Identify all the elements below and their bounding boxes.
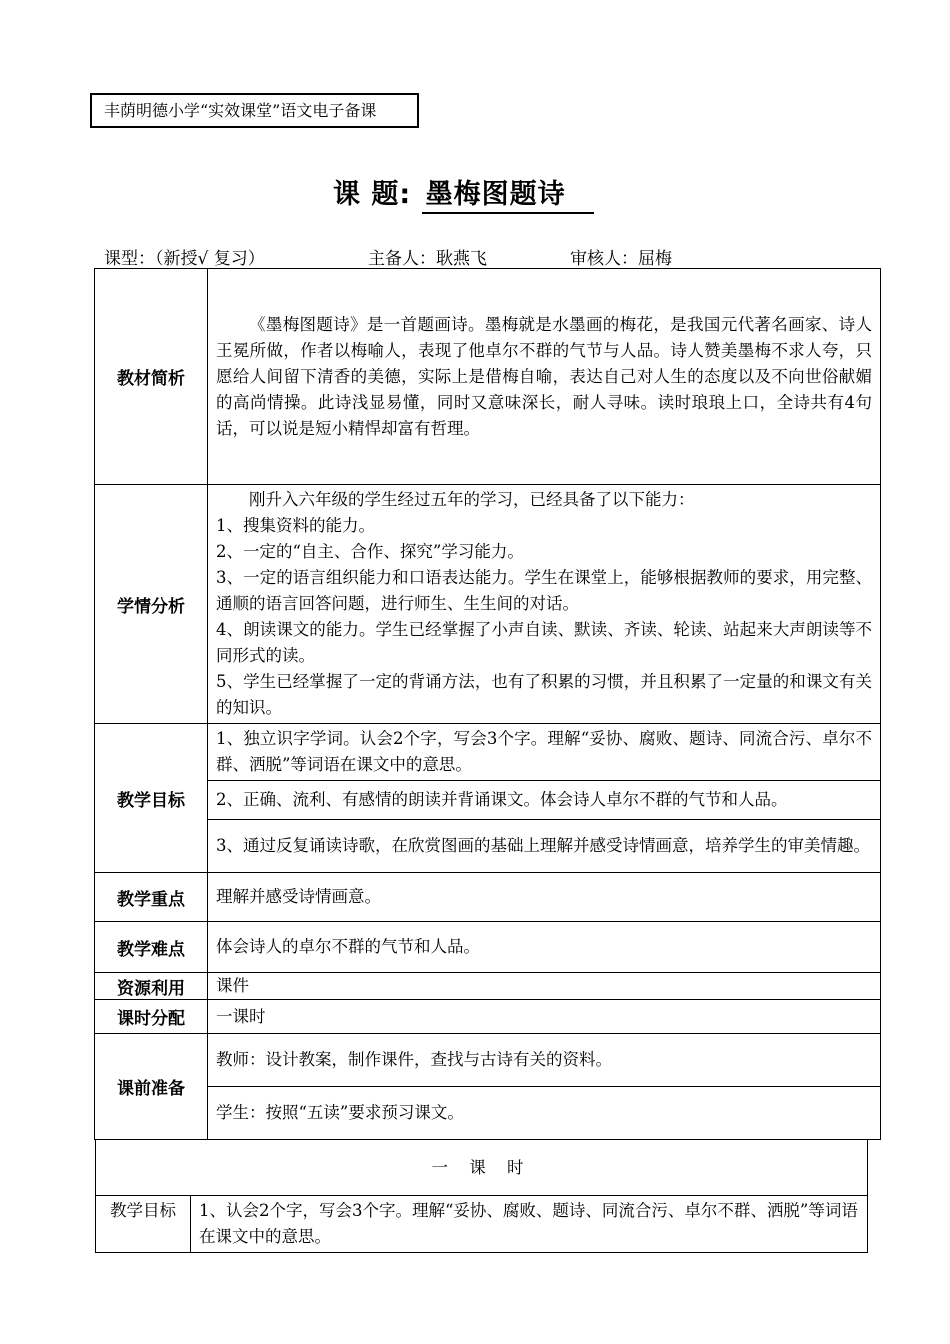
row-label: 教学重点 [95,873,208,922]
hours-text: 一课时 [208,1000,881,1034]
lesson-type: 课型：（新授√ 复习） [104,249,265,269]
table-row [95,873,881,922]
table-row [96,1140,868,1196]
student-analysis-cell [208,485,881,724]
title-topic: 墨梅图题诗 [422,178,594,214]
lesson-detail-table [95,1139,868,1253]
lesson-caption: 一 课 时 [96,1140,868,1196]
goal-item: 3、通过反复诵读诗歌，在欣赏图画的基础上理解并感受诗情画意，培养学生的审美情趣。 [208,820,881,873]
list-item: 3、一定的语言组织能力和口语表达能力。学生在课堂上，能够根据教师的要求，用完整、通顺的语言回答问题，进行师生、生生间的对话。 [216,568,872,613]
table-row [95,781,881,820]
goal-item: 2、正确、流利、有感情的朗读并背诵课文。体会诗人卓尔不群的气节和人品。 [208,781,881,820]
preparer: 主备人：耿燕飞 [368,249,487,269]
title-prefix: 课 题: [333,179,412,210]
lesson-goal-text: 1、认会2个字，写会3个字。理解“妥协、腐败、题诗、同流合污、卓尔不群、洒脱”等词语在课文中的意思。 [191,1196,868,1253]
lesson-goal-label: 教学目标 [96,1196,191,1253]
table-row [95,922,881,973]
students-intro: 刚升入六年级的学生经过五年的学习，已经具备了以下能力： [249,490,695,509]
difficulty-text: 体会诗人的卓尔不群的气节和人品。 [208,922,881,973]
table-row [95,485,881,724]
material-analysis-cell [208,269,881,485]
row-label: 课时分配 [95,1000,208,1034]
table-row [95,724,881,781]
row-label: 学情分析 [95,485,208,724]
list-item: 2、一定的“自主、合作、探究”学习能力。 [216,542,524,561]
table-row [95,973,881,1000]
table-row [95,1087,881,1140]
row-label: 教学目标 [95,724,208,873]
row-label: 课前准备 [95,1034,208,1140]
school-label: 丰荫明德小学“实效课堂”语文电子备课 [104,101,377,120]
teacher-prep-text: 教师：设计教案，制作课件，查找与古诗有关的资料。 [208,1034,881,1087]
row-label: 资源利用 [95,973,208,1000]
list-item: 1、搜集资料的能力。 [216,516,375,535]
reviewer: 审核人：屈梅 [570,249,672,269]
student-prep-text: 学生：按照“五读”要求预习课文。 [208,1087,881,1140]
resources-text: 课件 [208,973,881,1000]
key-point-text: 理解并感受诗情画意。 [208,873,881,922]
material-text: 《墨梅图题诗》是一首题画诗。墨梅就是水墨画的梅花，是我国元代著名画家、诗人王冕所做，作者以梅喻人，表现了他卓尔不群的气节与人品。诗人赞美墨梅不求人夸，只愿给人间留下清香的美德，实际上是借梅自喻，表达自己对人生的态度以及不向世俗献媚的高尚情操。此诗浅显易懂，同时又意味深长，耐人寻味。读时琅琅上口，全诗共有4句话，可以说是短小精悍却富有哲理。 [216,314,872,438]
table-row [96,1196,868,1253]
list-item: 5、学生已经掌握了一定的背诵方法，也有了积累的习惯，并且积累了一定量的和课文有关的知识。 [216,672,872,717]
table-row [95,1034,881,1087]
table-row [95,820,881,873]
row-label: 教材简析 [95,269,208,485]
row-label: 教学难点 [95,922,208,973]
goal-item: 1、独立识字学词。认会2个字，写会3个字。理解“妥协、腐败、题诗、同流合污、卓尔不群、洒脱”等词语在课文中的意思。 [208,724,881,781]
school-header-box [90,93,419,128]
table-row [95,269,881,485]
list-item: 4、朗读课文的能力。学生已经掌握了小声自读、默读、齐读、轮读、站起来大声朗读等不同形式的读。 [216,620,872,665]
table-row [95,1000,881,1034]
lesson-plan-table [94,268,881,1140]
page-title [333,172,594,214]
